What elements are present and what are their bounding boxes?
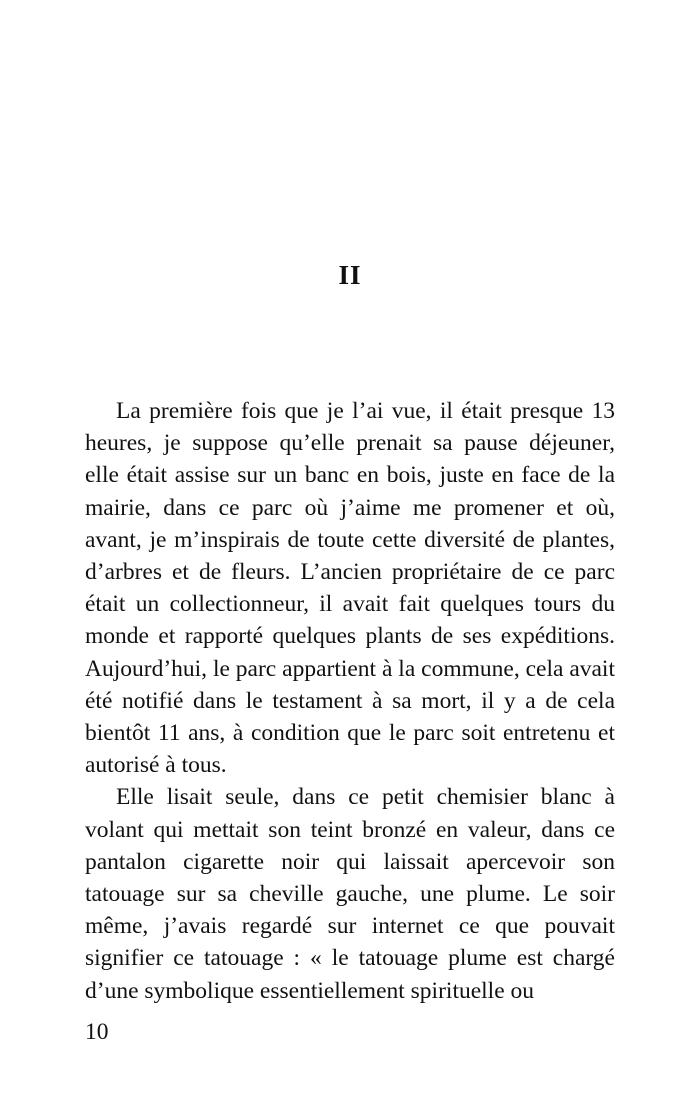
chapter-title: II xyxy=(338,260,362,290)
paragraph-1: La première fois que je l’ai vue, il était presque 13 heures, je suppose qu’elle prenait sa pause déjeuner, elle était assise sur un banc en bois, juste en face de la mairie, dans ce parc où j’aime me promener et où, avant, je m’inspirais de toute cette diversité de plantes, d’arbres et de fleurs. L’ancien propriétaire de ce parc était un collectionneur, il avait fait quelques tours du monde et rapporté quelques plants de ses expéditions. Aujourd’hui, le parc appartient à la commune, cela avait été notifié dans le testament à sa mort, il y a de cela bientôt 11 ans, à condition que le parc soit entretenu et autorisé à tous. xyxy=(85,398,615,779)
page-number: 10 xyxy=(85,1019,109,1045)
chapter-body xyxy=(85,395,615,1007)
paragraph-2: Elle lisait seule, dans ce petit chemisier blanc à volant qui mettait son teint bronzé en valeur, dans ce pantalon cigarette noir qui laissait apercevoir son tatouage sur sa cheville gauche, une plume. Le soir même, j’avais regardé sur internet ce que pouvait signifier ce tatouage : « le tatouage plume est chargé d’une symbolique essentiellement spirituelle ou xyxy=(85,784,615,1004)
